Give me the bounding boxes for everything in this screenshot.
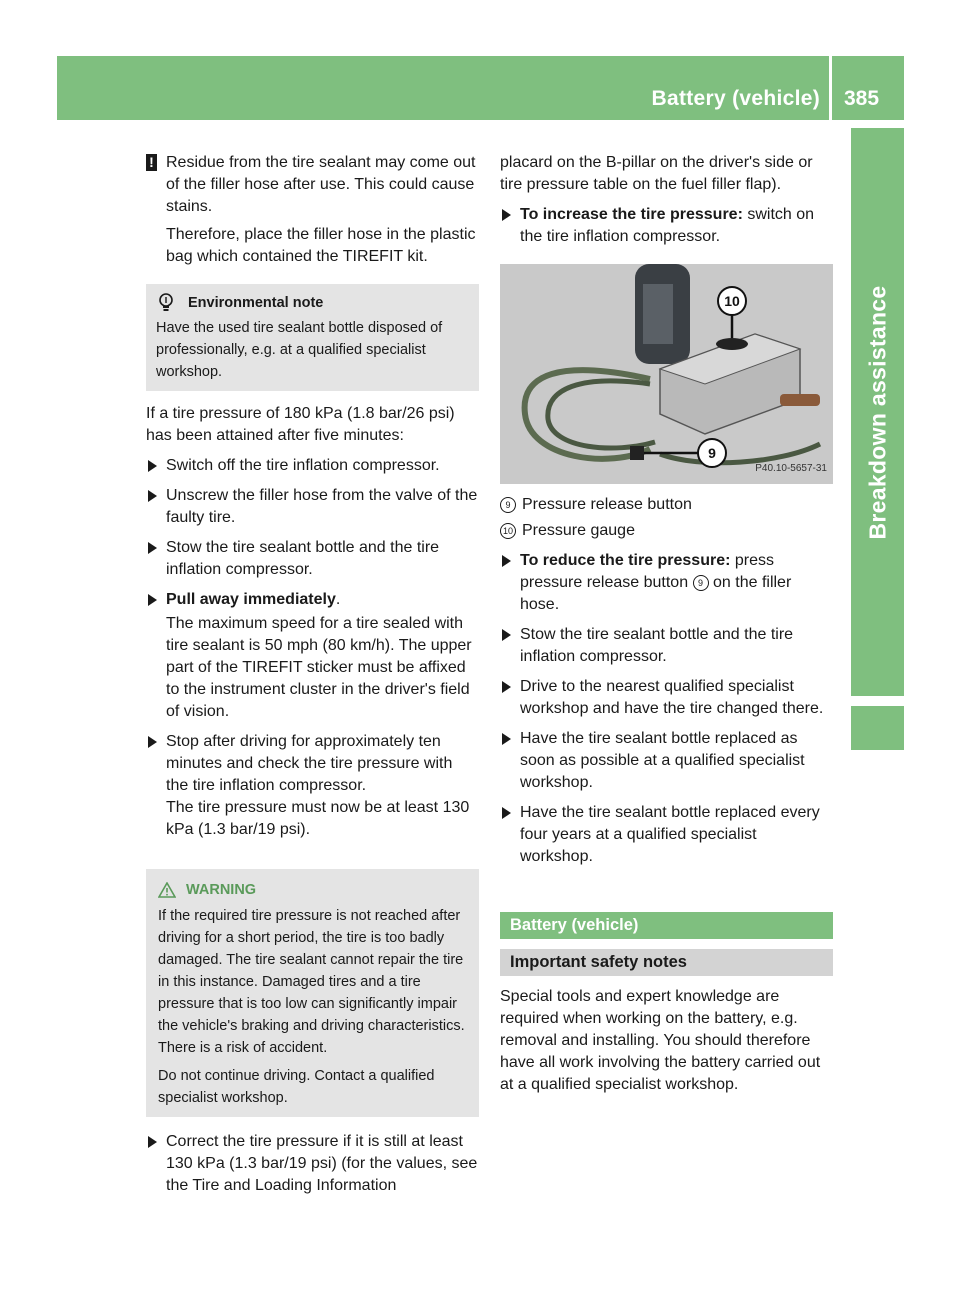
reduce-text-before: press pressure release button (520, 552, 775, 591)
step-item (146, 455, 479, 477)
pull-away-label: Pull away immediately (166, 591, 336, 608)
arrow-icon (502, 555, 511, 567)
step-text: Switch off the tire inflation compressor. (166, 457, 440, 474)
increase-text: switch on the tire inflation compressor. (520, 206, 815, 245)
side-tab-label: Breakdown assistance (864, 284, 891, 540)
callout-number: 10 (500, 523, 516, 539)
section-heading: Battery (vehicle) (500, 912, 833, 939)
warning-header (158, 879, 469, 901)
header-title: Battery (vehicle) (651, 87, 820, 110)
legend-text: Pressure release button (522, 496, 692, 513)
step-text: Stow the tire sealant bottle and the tire inflation compressor. (166, 539, 440, 578)
intro-text: If a tire pressure of 180 kPa (1.8 bar/26 psi) has been attained after five minutes: (146, 405, 455, 444)
step-text: Have the tire sealant bottle replaced every four years at a qualified specialist workshop. (520, 804, 820, 865)
reduce-label: To reduce the tire pressure: (520, 552, 731, 569)
arrow-icon (502, 629, 511, 641)
callout-9: 9 (708, 445, 716, 461)
step-increase (500, 204, 833, 248)
notice (146, 152, 479, 268)
arrow-icon (148, 594, 157, 606)
stop-step-detail: The tire pressure must now be at least 130 kPa (1.3 bar/19 psi). (166, 799, 470, 838)
arrow-icon (148, 490, 157, 502)
environmental-note-header (156, 292, 469, 314)
pull-away-detail: The maximum speed for a tire sealed with tire sealant is 50 mph (80 km/h). The upper part of the TIREFIT sticker must be affixed to the instrument cluster in the driver's field of vision. (166, 615, 472, 720)
arrow-icon (502, 807, 511, 819)
compressor-illustration (500, 264, 833, 484)
step-item (500, 728, 833, 794)
battery-body-text: Special tools and expert knowledge are required when working on the battery, e.g. removal and installing. You should therefore have all work involving the battery carried out at a qualified specialist workshop. (500, 988, 821, 1093)
step-item (500, 802, 833, 868)
left-column (146, 152, 479, 1205)
step-text: Unscrew the filler hose from the valve of the faulty tire. (166, 487, 478, 526)
warning-box (146, 869, 479, 1117)
header-divider (829, 56, 832, 120)
figure-caption: P40.10-5657-31 (755, 463, 827, 474)
step-text: Stow the tire sealant bottle and the tire inflation compressor. (520, 626, 794, 665)
arrow-icon (148, 736, 157, 748)
step-item (500, 624, 833, 668)
side-tab-label-wrap (851, 128, 904, 696)
page-number: 385 (844, 87, 880, 110)
callout-number: 9 (500, 497, 516, 513)
arrow-icon (502, 733, 511, 745)
subsection-heading: Important safety notes (500, 949, 833, 976)
stop-step-text: Stop after driving for approximately ten minutes and check the tire pressure with the tire inflation compressor. (166, 733, 453, 794)
step-correct (146, 1131, 479, 1197)
lightbulb-icon (156, 292, 176, 314)
callout-10: 10 (724, 293, 740, 309)
arrow-icon (148, 1136, 157, 1148)
warning-text-2: Do not continue driving. Contact a qualified specialist workshop. (158, 1068, 435, 1106)
environmental-note-title: Environmental note (188, 295, 324, 311)
step-item (146, 537, 479, 581)
warning-triangle-icon (158, 882, 176, 898)
legend-item (500, 494, 833, 516)
arrow-icon (148, 460, 157, 472)
warning-text-1: If the required tire pressure is not reached after driving for a short period, the tire is too badly damaged. The tire sealant cannot repair the tire in this instance. Damaged tires and a tire pressure that is too low can significantly impair the vehicle's braking and driving characteristics. There is a risk of accident. (158, 908, 465, 1056)
exclamation-icon: ! (146, 154, 157, 171)
step-pull-away: Pull away immediately. The maximum speed for a tire sealed with tire sealant is 50 mph (80 km/h). The upper part of the TIREFIT sticker must be affixed to the instrument cluster in the driver's field of vision. (146, 589, 479, 723)
arrow-icon (502, 681, 511, 693)
arrow-icon (148, 542, 157, 554)
arrow-icon (502, 209, 511, 221)
continuation-text: placard on the B-pillar on the driver's side or tire pressure table on the fuel filler flap). (500, 154, 813, 193)
side-tab-block (851, 706, 904, 750)
reduce-text-after: on the filler hose. (520, 574, 792, 613)
step-item (146, 485, 479, 529)
step-item (500, 676, 833, 720)
environmental-note (146, 284, 479, 391)
step-reduce (500, 550, 833, 616)
warning-title: WARNING (186, 882, 257, 898)
compressor-figure (500, 264, 833, 484)
legend-item (500, 520, 833, 542)
right-column (500, 152, 833, 1096)
increase-label: To increase the tire pressure: (520, 206, 743, 223)
environmental-note-text: Have the used tire sealant bottle disposed of professionally, e.g. at a qualified specialist workshop. (156, 320, 443, 380)
step-text: Have the tire sealant bottle replaced as soon as possible at a qualified specialist workshop. (520, 730, 805, 791)
step-text: Drive to the nearest qualified specialist workshop and have the tire changed there. (520, 678, 824, 717)
legend-text: Pressure gauge (522, 522, 635, 539)
step-stop (146, 731, 479, 841)
notice-text-1: Residue from the tire sealant may come out of the filler hose after use. This could cause stains. (166, 154, 476, 215)
callout-number: 9 (693, 575, 709, 591)
correct-step-text: Correct the tire pressure if it is still at least 130 kPa (1.3 bar/19 psi) (for the values, see the Tire and Loading Information (166, 1133, 478, 1194)
notice-text-2: Therefore, place the filler hose in the plastic bag which contained the TIREFIT kit. (166, 226, 476, 265)
